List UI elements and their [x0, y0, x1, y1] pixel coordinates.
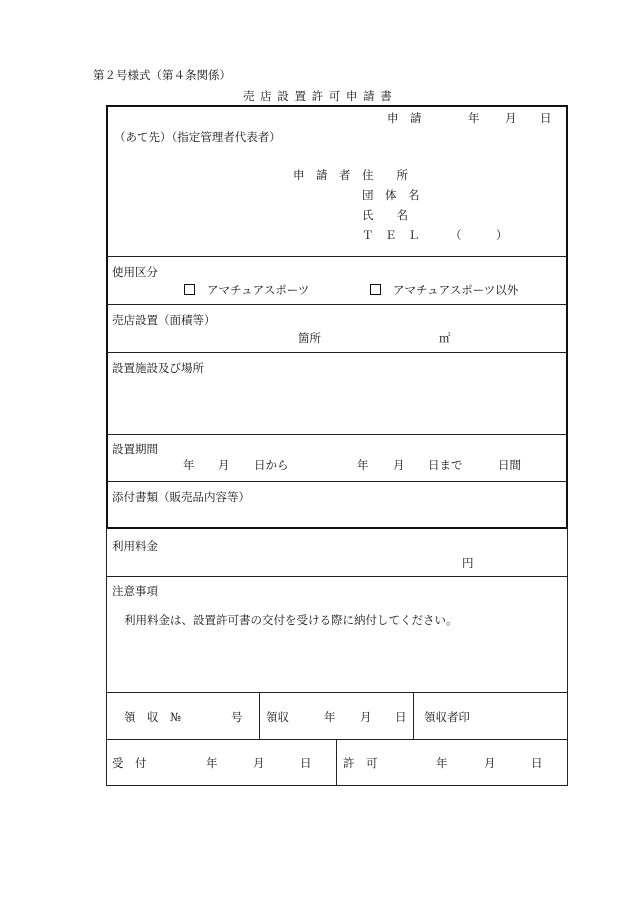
attachments-label: 添付書類（販売品内容等）	[112, 490, 250, 504]
usage-label: 使用区分	[112, 265, 158, 279]
receipt-year: 年	[324, 710, 336, 724]
usage-option-non-amateur[interactable]	[370, 282, 518, 298]
receipt-number-unit: 号	[231, 710, 243, 724]
period-month: 月	[218, 458, 230, 472]
shop-label: 売店設置（面積等）	[112, 313, 216, 327]
non-amateur-label: アマチュアスポーツ以外	[393, 283, 519, 297]
permit-label: 許 可	[343, 756, 378, 770]
divider-facility	[107, 352, 567, 353]
divider-usage	[107, 256, 567, 257]
receipt-seal-label: 領収者印	[424, 710, 470, 724]
divider-attachments	[107, 481, 567, 482]
period-month-2: 月	[393, 458, 405, 472]
divider-notes	[106, 576, 568, 577]
amateur-checkbox[interactable]	[184, 284, 195, 295]
form-number: 第２号様式（第４条関係）	[93, 68, 231, 82]
period-days: 日間	[498, 458, 521, 472]
tel-paren: （ ）	[450, 228, 508, 242]
divider-reception	[106, 739, 568, 740]
receipt-day: 日	[395, 710, 407, 724]
divider-shop	[107, 304, 567, 305]
application-day: 日	[540, 111, 552, 125]
shop-count-unit: 箇所	[298, 331, 321, 345]
fee-label: 利用料金	[112, 539, 158, 553]
application-month: 月	[505, 111, 517, 125]
receipt-number-label: 領 収 №	[124, 710, 181, 724]
application-year: 年	[468, 111, 480, 125]
form-right-border	[567, 529, 568, 786]
receipt-divider-1	[259, 692, 260, 739]
reception-month: 月	[253, 756, 265, 770]
amateur-label: アマチュアスポーツ	[207, 283, 310, 297]
reception-year: 年	[206, 756, 218, 770]
receipt-month: 月	[360, 710, 372, 724]
tel-label: Ｔ Ｅ Ｌ	[362, 228, 420, 242]
usage-option-amateur[interactable]	[184, 282, 309, 298]
period-day-to: 日まで	[428, 458, 463, 472]
receipt-date-label: 領収	[266, 710, 289, 724]
shop-area-unit: ㎡	[439, 331, 451, 345]
receipt-divider-2	[413, 692, 414, 739]
permit-month: 月	[484, 756, 496, 770]
period-year-2: 年	[357, 458, 369, 472]
name-label: 氏 名	[362, 208, 408, 222]
address-label: 住 所	[362, 168, 408, 182]
notes-text: 利用料金は、設置許可書の交付を受ける際に納付してください。	[124, 613, 458, 627]
fee-unit: 円	[462, 556, 474, 570]
permit-year: 年	[436, 756, 448, 770]
reception-divider	[336, 739, 337, 785]
form-left-border	[106, 529, 107, 786]
applicant-label: 申 請 者	[293, 168, 351, 182]
group-name-label: 団 体 名	[362, 188, 420, 202]
permit-day: 日	[531, 756, 543, 770]
divider-receipt	[106, 692, 568, 693]
notes-label: 注意事項	[112, 584, 158, 598]
form-bottom-border	[106, 785, 568, 786]
period-year: 年	[183, 458, 195, 472]
addressee: （あて先）（指定管理者代表者）	[114, 130, 281, 144]
period-day-from: 日から	[254, 458, 289, 472]
period-label: 設置期間	[112, 442, 158, 456]
reception-label: 受 付	[112, 756, 147, 770]
reception-day: 日	[300, 756, 312, 770]
application-label: 申 請	[387, 111, 422, 125]
facility-label: 設置施設及び場所	[112, 361, 204, 375]
form-title: 売 店 設 置 許 可 申 請 書	[243, 89, 393, 103]
divider-period	[107, 434, 567, 435]
non-amateur-checkbox[interactable]	[370, 284, 381, 295]
